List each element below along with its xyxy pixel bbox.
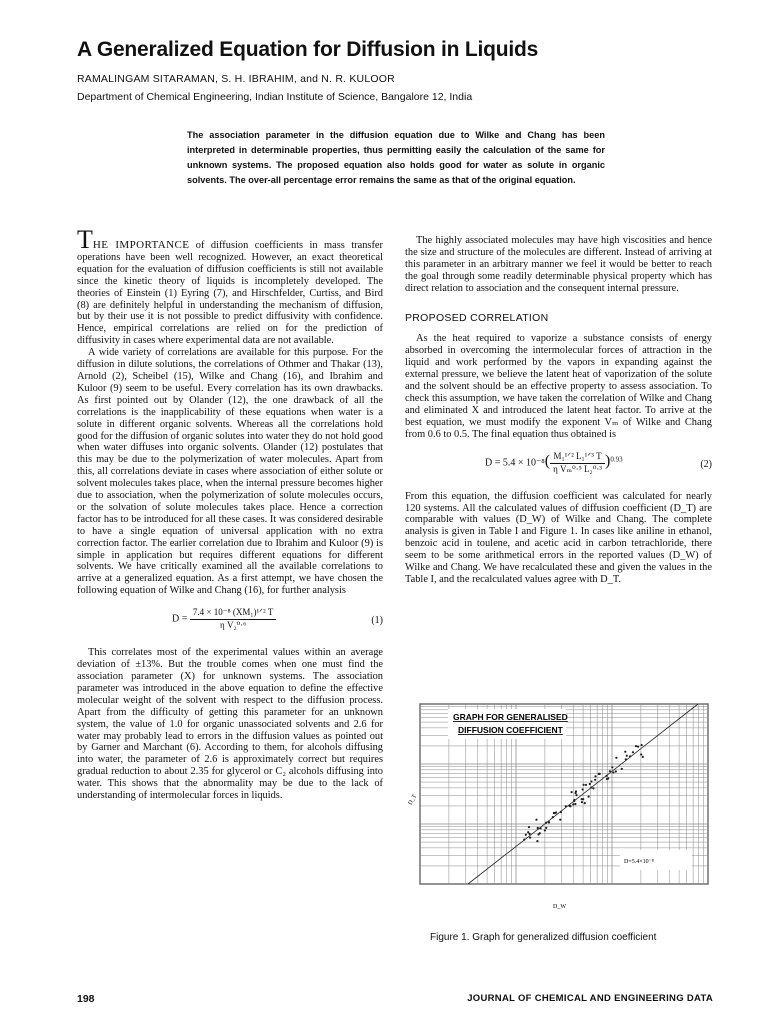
data-point (529, 833, 531, 835)
graph-legend-line-2: DIFFUSION COEFFICIENT (458, 725, 563, 735)
graph-inset-equation: D=5.4×10⁻⁸ (624, 859, 654, 865)
data-point (552, 816, 554, 818)
data-point (555, 811, 557, 813)
data-point (640, 753, 642, 755)
latent-heat-paragraph: As the heat required to vaporize a substance consists of energy absorbed in overcoming the intermolecular forces of attraction in the liquid and work performed by the vapors in expanding against the external pressure, we believe the latent heat of vaporization of the solute and the solvent should be an effective property to assess association. To check this assumption, we have taken the correlation of Wilke and Chang and eliminated X and introduced the latent heat factor. To arrive at the best equation, we must modify the exponent Vₘ of Wilke and Chang from 0.6 to 0.5. The final equation thus obtained is (405, 333, 712, 440)
eq2-exponent: 0.93 (610, 454, 623, 463)
data-point (544, 829, 546, 831)
data-point (553, 812, 555, 814)
eq2-fraction (550, 451, 605, 476)
data-point (574, 803, 576, 805)
eq1-fraction (190, 607, 277, 632)
data-point (529, 837, 531, 839)
data-point (615, 757, 617, 759)
intro-paragraph (77, 225, 383, 347)
data-point (575, 792, 577, 794)
data-point (612, 771, 614, 773)
results-paragraph: From this equation, the diffusion coefficient was calculated for nearly 120 systems. All the calculated values of diffusion coefficient (D_T) are comparable with values (D_W) of Wilke and Chang. The complete analysis is given in Table I and Figure 1. In cases like aniline in ethanol, benzoic acid in toulene, and acetic acid in carbon tetrachloride, there seem to be some arithmetical errors in the reported values (D_W) of Wilke and Chang. We have recalculated these and given the values in the Table I, and the recalculated values agree with D_T. (405, 490, 712, 585)
abstract: The association parameter in the diffusion equation due to Wilke and Chang has been interpreted in determinable properties, thus permitting easily the calculation of the same for unknown systems. The proposed equation also holds good for water as solute in organic solvents. The over-all percentage error remains the same as that of the original equation. (187, 130, 605, 185)
data-point (545, 822, 547, 824)
right-column (405, 235, 712, 586)
data-point (535, 819, 537, 821)
data-point (590, 780, 592, 782)
data-point (584, 802, 586, 804)
eq1-denominator: η V₂⁰·⁶ (219, 620, 247, 631)
data-point (581, 801, 583, 803)
data-point (621, 768, 623, 770)
data-point (582, 798, 584, 800)
data-point (571, 791, 573, 793)
data-point (536, 840, 538, 842)
data-point (582, 788, 584, 790)
data-point (527, 831, 529, 833)
diffusion-log-graph (408, 700, 714, 930)
journal-name: JOURNAL OF CHEMICAL AND ENGINEERING DATA (467, 993, 713, 1004)
left-column (77, 225, 383, 802)
paper-title: A Generalized Equation for Diffusion in Liquids (77, 38, 539, 61)
figure-1 (408, 700, 714, 930)
data-point (588, 796, 590, 798)
data-point (624, 751, 626, 753)
intro-text: of diffusion coefficients in mass transfer operations have been well recognized. However, an exact theoretical equation for the evaluation of diffusion coefficients is still not available since the kinetic theory of liquids is incompletely developed. The theories of Einstein (1) Eyring (7), and Hirschfelder, Curtiss, and Bird (8) are definitely helpful in understanding the mechanism of diffusion, but by their use it is not possible to predict diffusivity with confidence. Hence, empirical correlations are relied on for the prediction of diffusivity in cases where experimental data are not available. (77, 240, 383, 347)
data-point (609, 770, 611, 772)
data-point (635, 745, 637, 747)
data-point (537, 827, 539, 829)
data-point (598, 773, 600, 775)
data-point (607, 777, 609, 779)
data-point (590, 786, 592, 788)
data-point (525, 834, 527, 836)
viscosity-paragraph: The highly associated molecules may have high viscosities and hence the size and structure of the molecules are different. Instead of arriving at this parameter in an arbitrary manner we feel it would be better to reach the goal through some readily determinable physical property which has direct relation to association and the consequent internal pressure. (405, 235, 712, 294)
equation-2: D = 5.4 × 10⁻⁸( $\frac{\text{M₁¹ᐟ² L₁¹ᐟ³ T}}{\text{η Vₘ⁰·⁵ L₂⁰·³}}$ )$^{0.93}$ (2) (485, 450, 712, 474)
graph-legend-line-1: GRAPH FOR GENERALISED (453, 712, 568, 722)
data-point (565, 805, 567, 807)
data-point (642, 756, 644, 758)
data-point (606, 775, 608, 777)
equation-1 (77, 605, 383, 639)
data-point (569, 805, 571, 807)
correlations-paragraph: A wide variety of correlations are available for this purpose. For the diffusion in dilute solutions, the correlations of Othmer and Thakar (13), Arnold (2), Scheibel (15), Wilke and Chang (16), and Ibrahim and Kuloor (9) seem to be useful. Every correlation has its own drawbacks. As first pointed out by Olander (12), the one drawback of all the correlations is the inapplicability of these equations when water is a solute in different organic solvents. Whereas all the correlations hold good for the diffusion of organic solutes into water they do not hold good when water diffuses into organic solvents. Olander (12) postulates that this may be due to the polymerization of water molecules. Apart from this, all correlations deviate in cases where association of either solute or solvent molecules takes place, when the internal pressure becomes higher due to association, when the polymerization of solute molecules occurs, or the solvation of solute molecules takes place. Hence a correction factor has to be introduced for all these cases. It was considered desirable to have a single equation of universal application with no extra correction factor. The earlier correlation due to Ibrahim and Kuloor (9) is simple in application but requires different equations for different solvents. We have critically examined all the available correlations to arrive at a generalized equation. As a first attempt, we have chosen the following equation of Wilke and Chang (16), for further analysis (77, 347, 383, 597)
author-list: RAMALINGAM SITARAMAN, S. H. IBRAHIM, and N. R. KULOOR (77, 73, 395, 85)
data-point (572, 803, 574, 805)
data-point (594, 779, 596, 781)
data-point (592, 787, 594, 789)
eq1-numerator: 7.4 × 10⁻⁸ (XM₁)¹ᐟ² T (190, 607, 277, 620)
data-point (629, 755, 631, 757)
data-point (625, 758, 627, 760)
eq1-lhs: D = (172, 613, 188, 625)
data-point (589, 783, 591, 785)
data-point (615, 770, 617, 772)
data-point (585, 784, 587, 786)
data-point (611, 766, 613, 768)
section-heading: PROPOSED CORRELATION (405, 311, 549, 324)
figure-caption: Figure 1. Graph for generalized diffusion coefficient (430, 932, 657, 943)
page-number: 198 (77, 993, 95, 1005)
drop-cap: T (77, 225, 93, 254)
data-point (626, 755, 628, 757)
data-point (632, 751, 634, 753)
data-point (594, 775, 596, 777)
data-point (548, 821, 550, 823)
eq1-label: (1) (371, 615, 383, 627)
data-point (637, 746, 639, 748)
data-point (540, 827, 542, 829)
data-point (528, 826, 530, 828)
data-point (583, 784, 585, 786)
data-point (545, 827, 547, 829)
data-point (523, 839, 525, 841)
eq2-label: (2) (700, 458, 712, 470)
data-point (559, 819, 561, 821)
data-point (575, 794, 577, 796)
eq2-numerator: M₁¹ᐟ² L₁¹ᐟ³ T (550, 451, 605, 464)
lead-caps: HE IMPORTANCE (92, 239, 190, 251)
x-axis-label: D_W (553, 904, 566, 910)
eq2-denominator: η Vₘ⁰·⁵ L₂⁰·³ (553, 463, 603, 474)
y-axis-label: D_T (408, 793, 419, 807)
eq2-lhs: D = 5.4 × 10⁻⁸ (485, 457, 545, 469)
data-point (560, 811, 562, 813)
association-paragraph: This correlates most of the experimental values within an average deviation of ±13%. But the trouble comes when one must find the association parameter (X) for unknown systems. The association parameter was introduced in the above equation to define the effective molecular weight of the solvent with respect to the diffusion process. Apart from the difficulty of getting this parameter for an unknown system, the value of 1.0 for organic unassociated solvents and 2.6 for water may probably lead to errors in the diffusion values as pointed out by Garner and Marchant (6). According to them, for alcohols diffusing into water, the parameter of 2.6 is approximately correct but requires gradual reduction to about 2.35 for glycerol or C₂ alcohols diffusing into water. This shows that the abnormality may be due to the lack of understanding of intermolecular forces in liquids. (77, 647, 383, 802)
data-point (573, 799, 575, 801)
affiliation: Department of Chemical Engineering, Indian Institute of Science, Bangalore 12, India (77, 91, 473, 103)
data-point (538, 833, 540, 835)
data-point (641, 744, 643, 746)
